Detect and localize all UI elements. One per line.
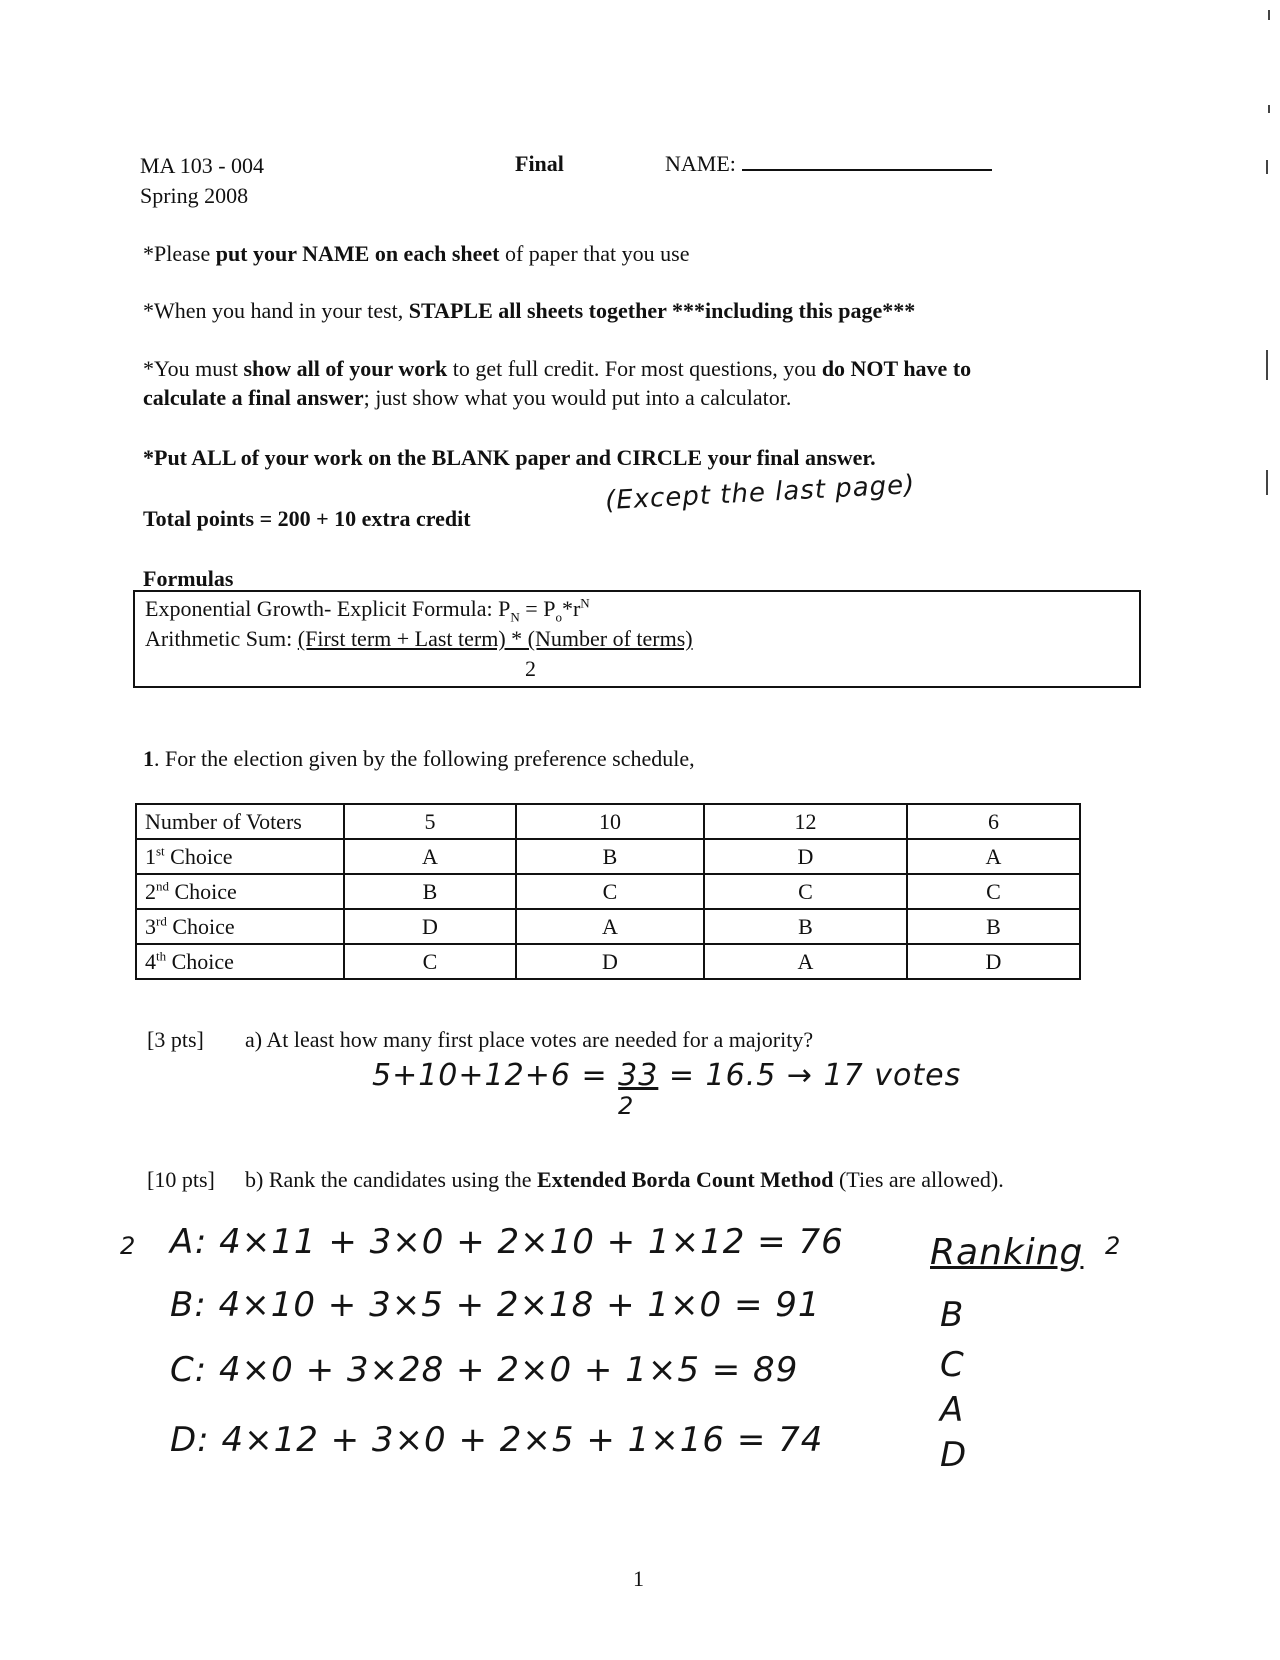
- table-header-cell: 5: [344, 804, 516, 839]
- ranking-item: A: [940, 1390, 965, 1430]
- ranking-item: B: [940, 1295, 965, 1335]
- part-a-fraction-numerator: 33: [618, 1058, 659, 1093]
- table-cell: D: [704, 839, 907, 874]
- total-points: Total points = 200 + 10 extra credit: [143, 506, 471, 531]
- table-cell: D: [516, 944, 704, 979]
- borda-work-a: A: 4×11 + 3×0 + 2×10 + 1×12 = 76: [170, 1222, 844, 1262]
- page-number: 1: [633, 1566, 644, 1591]
- exam-title: Final: [515, 151, 564, 176]
- table-row: [136, 839, 1080, 874]
- instruction-show-work-cont: calculate a final answer; just show what you would put into a calculator.: [143, 385, 792, 410]
- table-header-row: [136, 804, 1080, 839]
- ranking-item: D: [940, 1435, 968, 1475]
- instruction-blank-paper: *Put ALL of your work on the BLANK paper and CIRCLE your final answer.: [143, 445, 876, 470]
- formulas-heading: Formulas: [143, 566, 234, 591]
- scan-mark: [1268, 10, 1270, 20]
- row-label: 2nd Choice: [136, 874, 344, 909]
- ranking-score-mark: 2: [1105, 1232, 1122, 1260]
- table-cell: B: [516, 839, 704, 874]
- table-cell: C: [907, 874, 1080, 909]
- row-label: 1st Choice: [136, 839, 344, 874]
- table-row: [136, 944, 1080, 979]
- part-b-score-mark: 2: [120, 1232, 137, 1260]
- name-blank-line: [742, 151, 992, 171]
- part-a-work: 5+10+12+6 = 33 = 16.5 → 17 votes: [372, 1058, 962, 1093]
- table-header-cell: 12: [704, 804, 907, 839]
- preference-schedule-table: [135, 803, 1081, 980]
- borda-work-d: D: 4×12 + 3×0 + 2×5 + 1×16 = 74: [170, 1420, 824, 1460]
- table-header-cell: Number of Voters: [136, 804, 344, 839]
- table-header-cell: 10: [516, 804, 704, 839]
- part-b-points: [10 pts]: [147, 1167, 215, 1192]
- table-cell: B: [344, 874, 516, 909]
- instruction-name: *Please put your NAME on each sheet of paper that you use: [143, 241, 690, 266]
- arithmetic-sum-denominator: 2: [525, 656, 536, 681]
- term: Spring 2008: [140, 183, 249, 208]
- formulas-box: [133, 590, 1141, 688]
- table-cell: A: [344, 839, 516, 874]
- table-cell: A: [704, 944, 907, 979]
- borda-work-b: B: 4×10 + 3×5 + 2×18 + 1×0 = 91: [170, 1285, 821, 1325]
- scan-mark: [1266, 470, 1268, 495]
- ranking-title: Ranking: [930, 1232, 1084, 1273]
- name-label: NAME:: [665, 151, 736, 176]
- row-label: 3rd Choice: [136, 909, 344, 944]
- part-b-question: b) Rank the candidates using the Extended Borda Count Method (Ties are allowed).: [245, 1167, 1004, 1192]
- table-cell: B: [907, 909, 1080, 944]
- scan-mark: [1268, 105, 1270, 113]
- table-cell: C: [344, 944, 516, 979]
- handwritten-note-except-last-page: (Except the last page): [604, 469, 916, 517]
- name-field[interactable]: [665, 150, 992, 179]
- instruction-show-work: *You must show all of your work to get full credit. For most questions, you do NOT have to: [143, 356, 972, 381]
- question-1-prompt: 1. For the election given by the following preference schedule,: [143, 746, 695, 771]
- exponential-growth-formula: Exponential Growth- Explicit Formula: $P_N = P_o*r^N$: [145, 595, 590, 625]
- part-a-question: a) At least how many first place votes are needed for a majority?: [245, 1027, 814, 1052]
- ranking-item: C: [940, 1345, 965, 1385]
- table-cell: C: [516, 874, 704, 909]
- table-row: [136, 909, 1080, 944]
- table-row: [136, 874, 1080, 909]
- scan-mark: [1266, 350, 1268, 380]
- table-cell: C: [704, 874, 907, 909]
- table-header-cell: 6: [907, 804, 1080, 839]
- table-cell: D: [907, 944, 1080, 979]
- scan-mark: [1266, 160, 1268, 174]
- course-code: MA 103 - 004: [140, 153, 265, 178]
- part-a-points: [3 pts]: [147, 1027, 204, 1052]
- row-label: 4th Choice: [136, 944, 344, 979]
- borda-work-c: C: 4×0 + 3×28 + 2×0 + 1×5 = 89: [170, 1350, 799, 1390]
- table-cell: A: [516, 909, 704, 944]
- instruction-staple: *When you hand in your test, STAPLE all sheets together ***including this page***: [143, 298, 916, 323]
- part-a-fraction-denominator: 2: [618, 1092, 635, 1120]
- arithmetic-sum-formula: Arithmetic Sum: (First term + Last term) * (Number of terms): [145, 626, 693, 651]
- table-cell: D: [344, 909, 516, 944]
- table-cell: A: [907, 839, 1080, 874]
- table-cell: B: [704, 909, 907, 944]
